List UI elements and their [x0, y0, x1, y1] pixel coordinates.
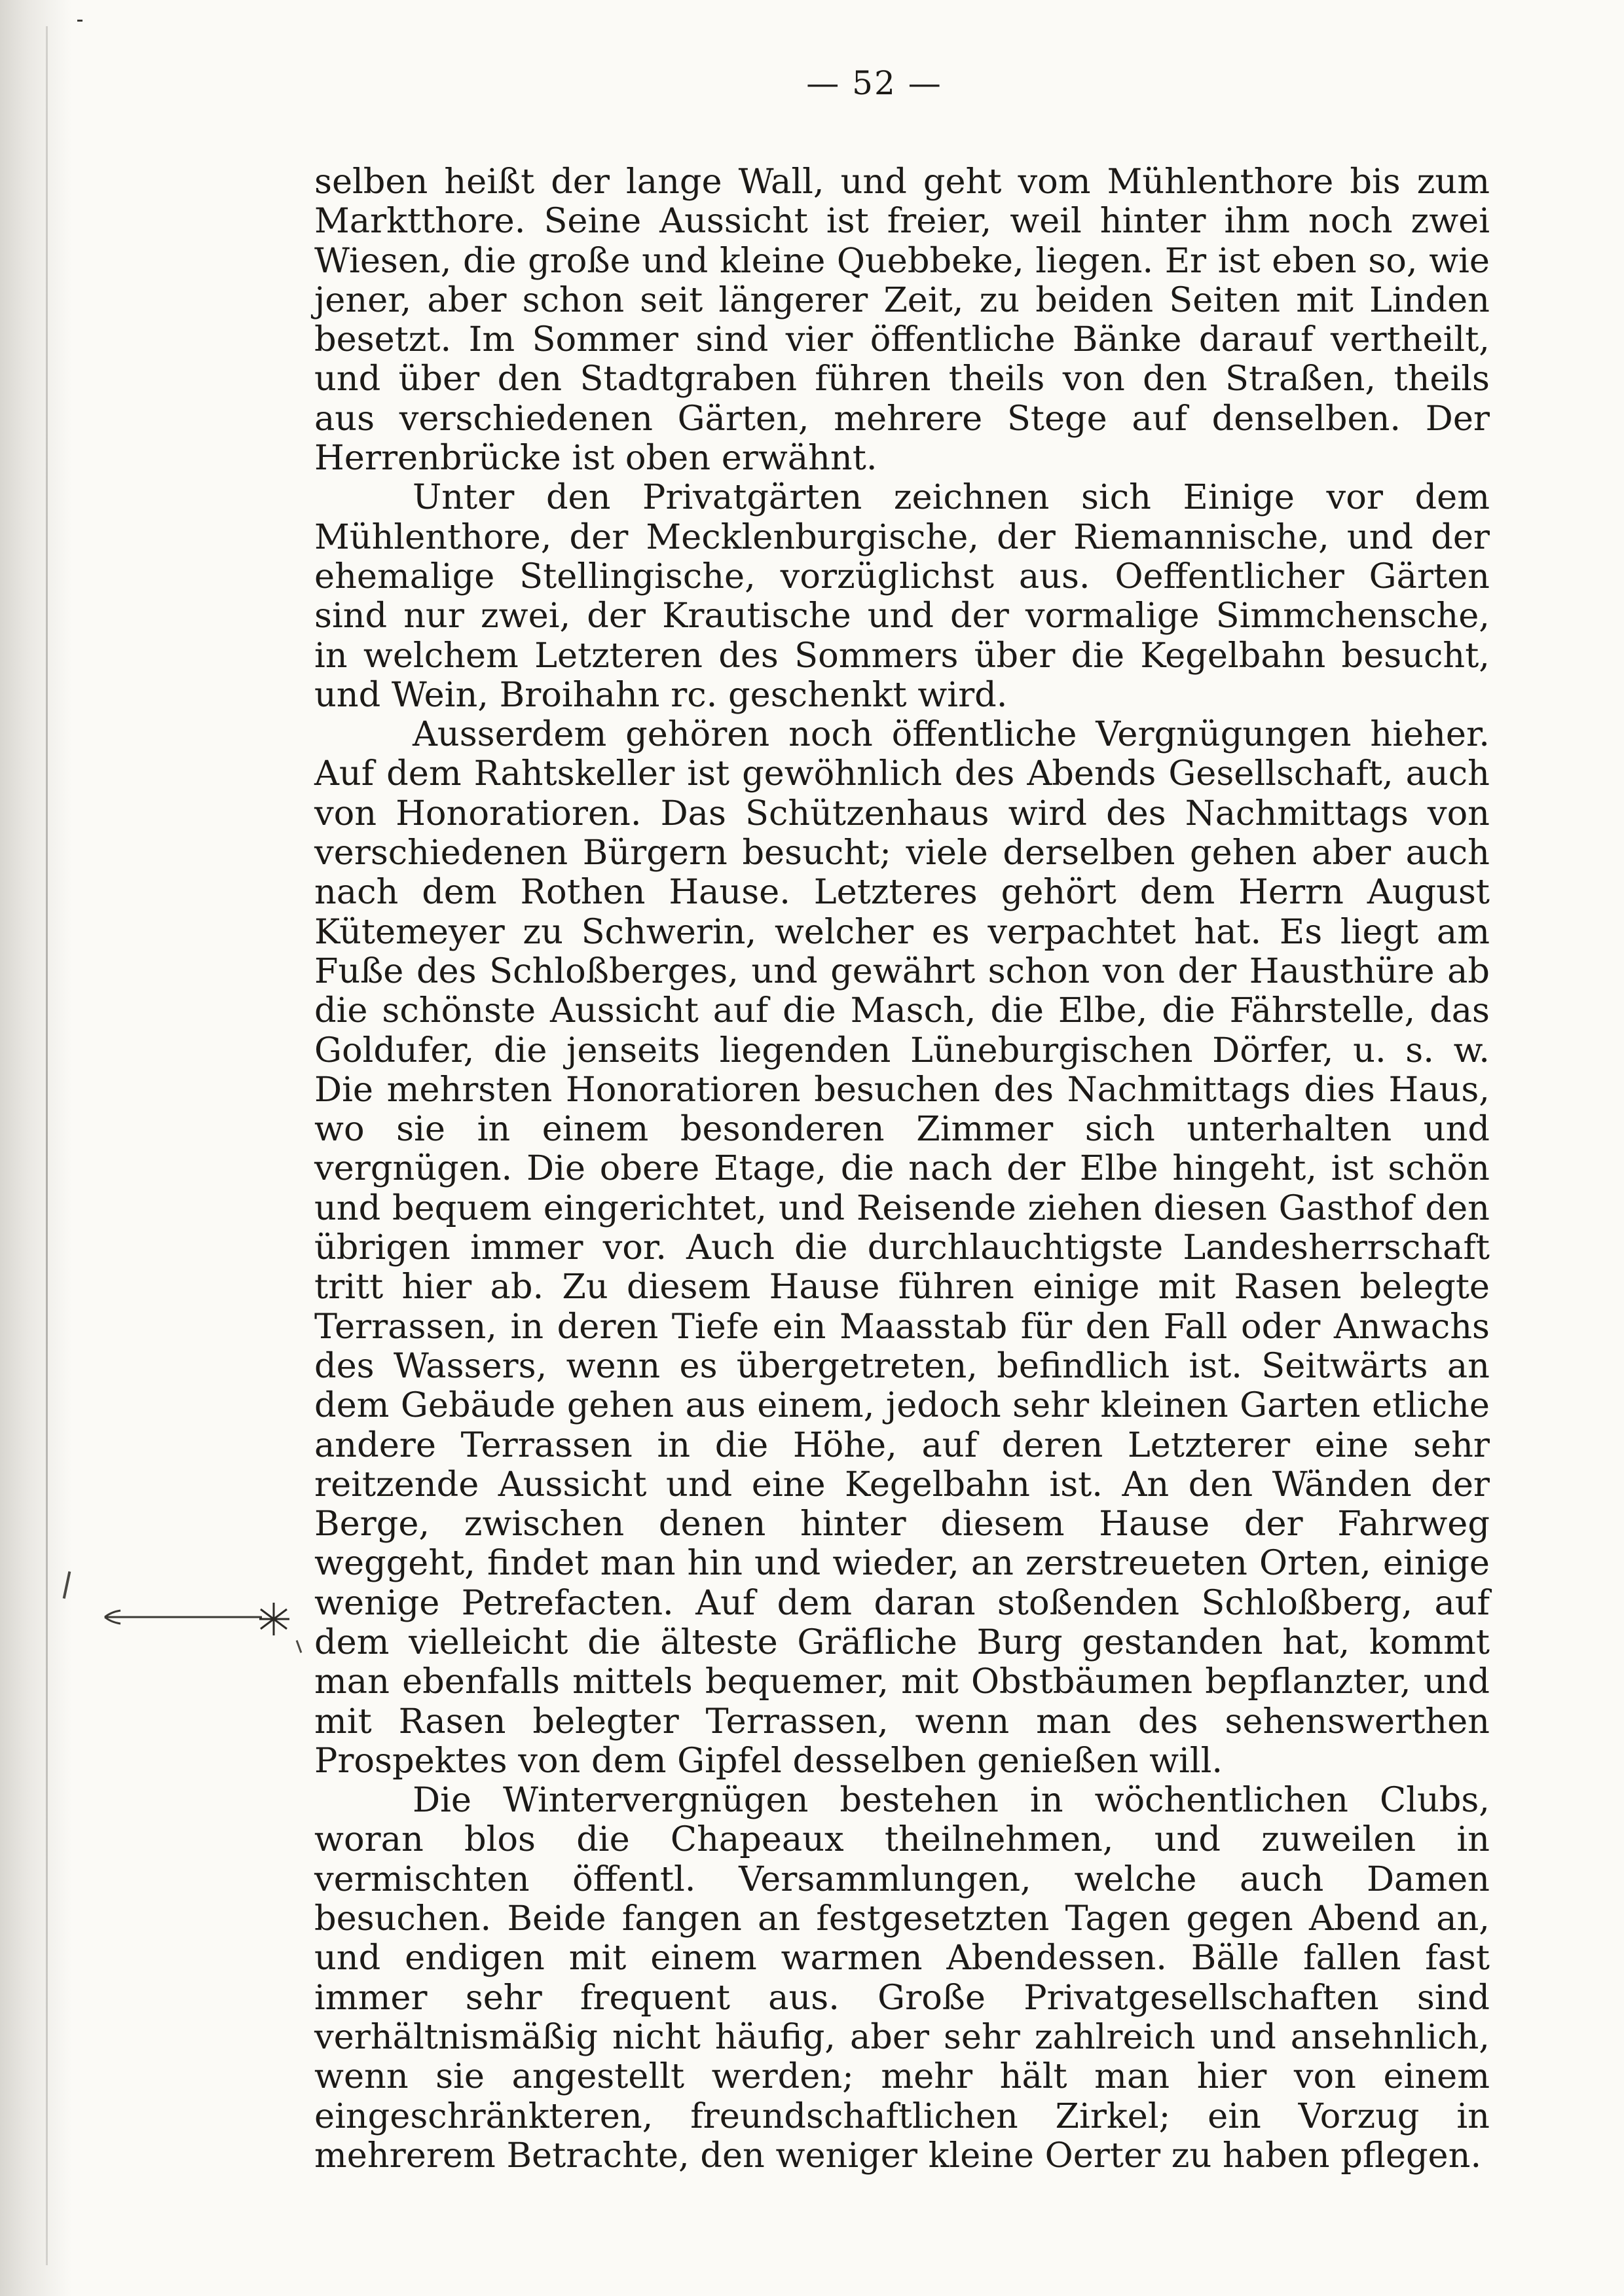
paragraph-1: selben heißt der lange Wall, und geht vom Mühlenthore bis zum Marktthore. Seine Aussicht ist freier, weil hinter ihm noch zwei Wiesen, die große und kleine Quebbeke, liegen. Er ist eben so, wie jener, aber schon seit längerer Zeit, zu beiden Seiten mit Linden besetzt. Im Sommer sind vier öffentliche Bänke darauf vertheilt, und über den Stadtgraben führen theils von den Straßen, theils aus verschiedenen Gärten, mehrere Stege auf denselben. Der Herrenbrücke ist oben erwähnt.	[314, 162, 1490, 479]
page-number: — 52 —	[806, 64, 942, 102]
paragraph-4: Die Wintervergnügen bestehen in wöchentlichen Clubs, woran blos die Chapeaux theilnehmen, und zuweilen in vermischten öffentl. Versammlungen, welche auch Damen besuchen. Beide fangen an festgesetzten Tagen gegen Abend an, und endigen mit einem warmen Abendessen. Bälle fallen fast immer sehr frequent aus. Große Privatgesellschaften sind verhältnismäßig nicht häufig, aber sehr zahlreich und ansehnlich, wenn sie angestellt werden; mehr hält man hier von einem eingeschränkteren, freundschaftlichen Zirkel; ein Vorzug in mehrerem Betrachte, den weniger kleine Oerter zu haben pflegen.	[314, 1780, 1490, 2176]
paragraph-2: Unter den Privatgärten zeichnen sich Einige vor dem Mühlenthore, der Mecklenburgische, der Riemannische, und der ehemalige Stellingische, vorzüglichst aus. Oeffentlicher Gärten sind nur zwei, der Krautische und der vormalige Simmchensche, in welchem Letzteren des Sommers über die Kegelbahn besucht, und Wein, Broihahn rc. geschenkt wird.	[314, 477, 1490, 715]
corner-mark	[77, 20, 83, 22]
binding-edge-line	[46, 26, 48, 2265]
body-text	[314, 162, 1490, 2176]
margin-arrow-asterisk-icon	[98, 1597, 308, 1643]
paragraph-3: Ausserdem gehören noch öffentliche Vergnügungen hieher. Auf dem Rahtskeller ist gewöhnlich des Abends Gesellschaft, auch von Honoratioren. Das Schützenhaus wird des Nachmittags von verschiedenen Bürgern besucht; viele derselben gehen aber auch nach dem Rothen Hause. Letzteres gehört dem Herrn August Kütemeyer zu Schwerin, welcher es verpachtet hat. Es liegt am Fuße des Schloßberges, und gewährt schon von der Hausthüre ab die schönste Aussicht auf die Masch, die Elbe, die Fährstelle, das Goldufer, die jenseits liegenden Lüneburgischen Dörfer, u. s. w. Die mehrsten Honoratioren besuchen des Nachmittags dies Haus, wo sie in einem besonderen Zimmer sich unterhalten und vergnügen. Die obere Etage, die nach der Elbe hingeht, ist schön und bequem eingerichtet, und Reisende ziehen diesen Gasthof den übrigen immer vor. Auch die durchlauchtigste Landesherrschaft tritt hier ab. Zu diesem Hause führen einige mit Rasen belegte Terrassen, in deren Tiefe ein Maasstab für den Fall oder Anwachs des Wassers, wenn es übergetreten, befindlich ist. Seitwärts an dem Gebäude gehen aus einem, jedoch sehr kleinen Garten etliche andere Terrassen in die Höhe, auf deren Letzterer eine sehr reitzende Aussicht und eine Kegelbahn ist. An den Wänden der Berge, zwischen denen hinter diesem Hause der Fahrweg weggeht, findet man hin und wieder, an zerstreueten Orten, einige wenige Petrefacten. Auf dem daran stoßenden Schloßberg, auf dem vielleicht die älteste Gräfliche Burg gestanden hat, kommt man ebenfalls mittels bequemer, mit Obstbäumen bepflanzter, und mit Rasen belegter Terrassen, wenn man des sehenswerthen Prospektes von dem Gipfel desselben genießen will.	[314, 714, 1490, 1781]
scan-shadow-edge	[0, 0, 72, 2296]
